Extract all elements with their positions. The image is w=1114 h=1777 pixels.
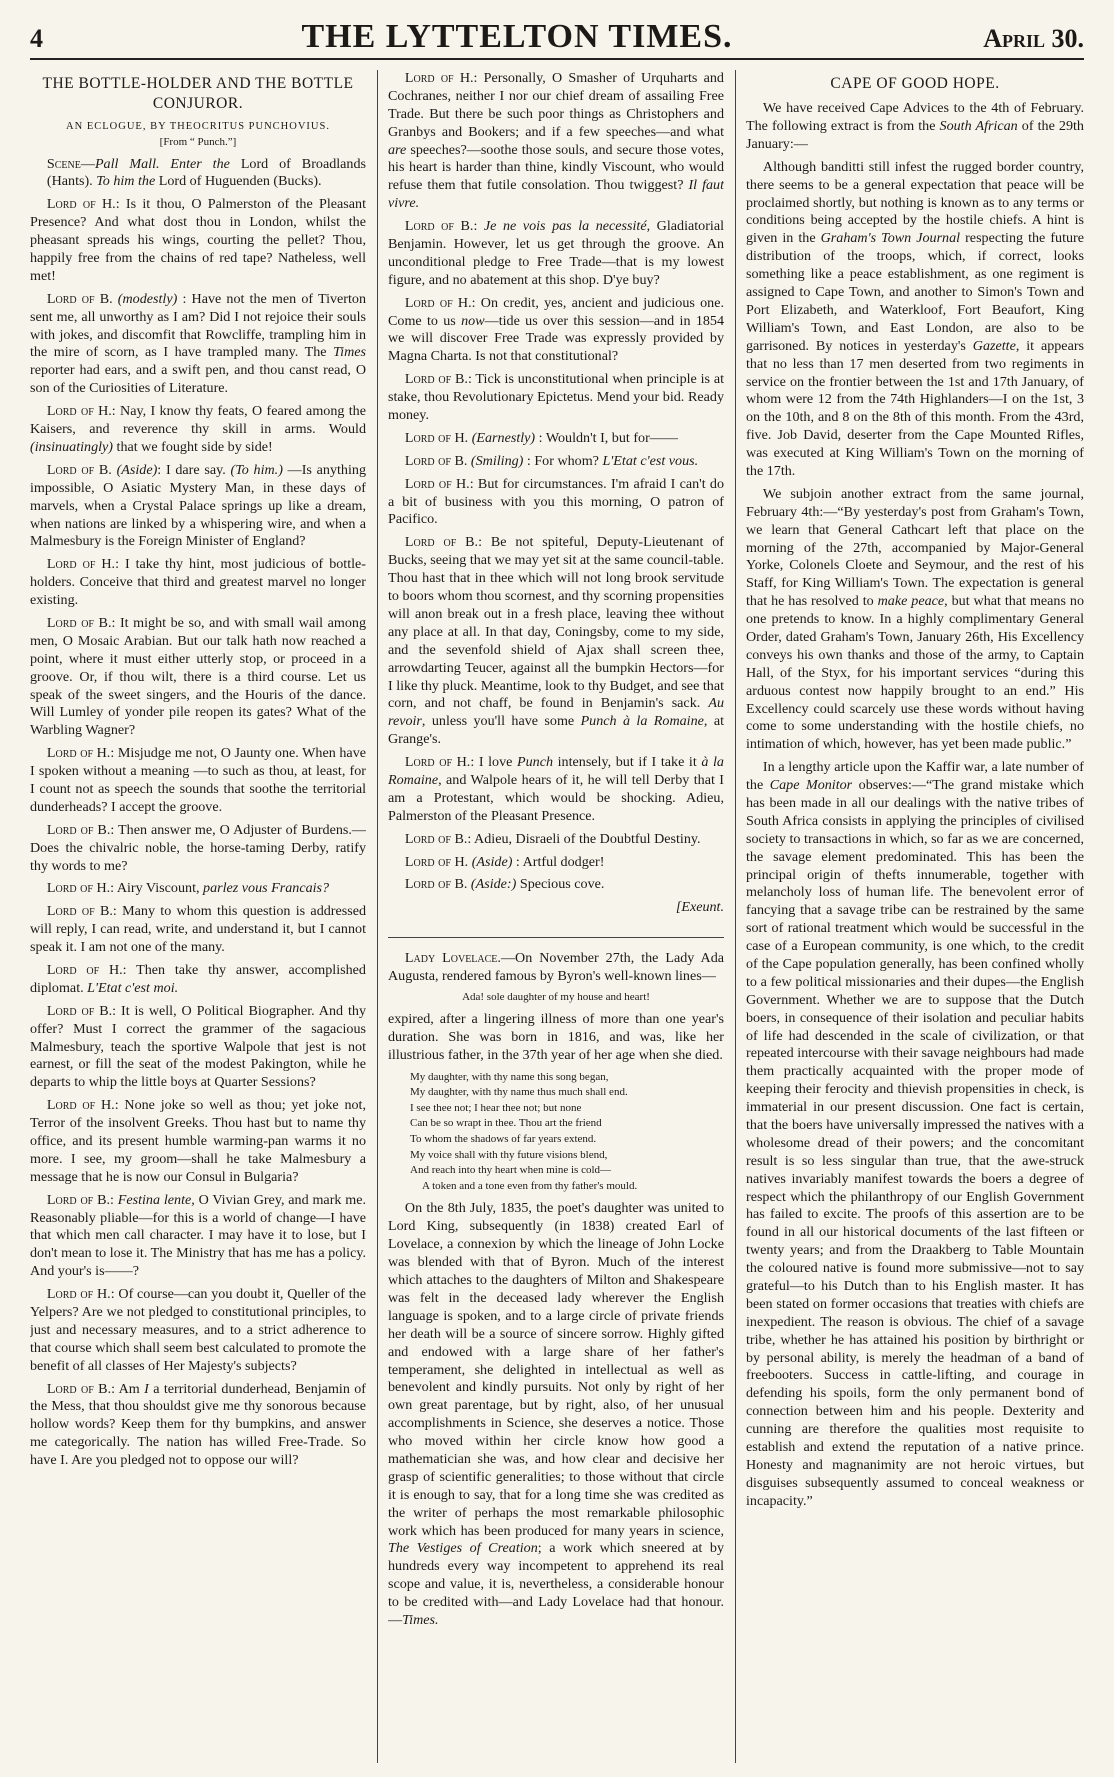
poem-line: I see thee not; I hear thee not; but none xyxy=(410,1101,582,1114)
article-subtitle: AN ECLOGUE, BY THEOCRITUS PUNCHOVIUS. xyxy=(66,121,330,133)
lovelace-paragraph-2: On the 8th July, 1835, the poet's daughter was united to Lord King, subsequently (in 1838) created Earl of Lovelace, a connexion by which the lineage of John Locke was blended with that of Byron. Much of the interest which attaches to the daughters of Milton and Shakespeare was felt in the deceased lady wherever the English language is spoken, and to a large circle of private friends her death will be a source of sincere sorrow. Highly gifted and endowed with a large share of her father's temperament, she delighted in intellectual as well as benevolent and kindly pursuits. Not only by right of her own great parentage, but by right, also, of her unusual accomplishments in Science, she deserves a notice. Those who moved within her circle know how good a mathematician she was, and how clear and decisive her grasp of scientific generalities; to those without that circle it is enough to say, that for a long time she was credited as the writer of perhaps the most remarkable philosophic work which has been produced for many years in science, The Vestiges of Creation; a work which sneered at by hundreds every way incompetent to apprehend its real scope and value, it is, nevertheless, a considerable honour to be credited with—and Lady Lovelace had that honour.—Times. xyxy=(388,1200,724,1628)
scene-direction: Scene—Pall Mall. Enter the Lord of Broadlands (Hants). To him the Lord of Huguenden (Bucks). xyxy=(46,155,366,190)
paragraph: Lord of H.: But for circumstances. I'm afraid I can't do a bit of business with you this morning, O patron of Pacifico. xyxy=(388,475,724,528)
article-title: THE BOTTLE-HOLDER AND THE BOTTLE CONJUROR. xyxy=(42,75,354,113)
poem-line: A token and a tone even from thy father's mould. xyxy=(422,1179,638,1192)
exeunt: [Exeunt. xyxy=(675,899,724,916)
dialogue-part-1 xyxy=(30,196,366,1470)
paragraph: Lord of H.: Airy Viscount, parlez vous Francais? xyxy=(46,880,330,897)
paragraph: Lord of H. (Earnestly) : Wouldn't I, but for—— xyxy=(404,429,678,446)
paragraph: Lord of B. (Aside:) Specious cove. xyxy=(404,876,605,893)
paragraph: Lord of H.: On credit, yes, ancient and judicious one. Come to us now—tide us over this session—and in 1854 we will discover Free Trade was expressly provided by Magna Charta. Is not that constitutional? xyxy=(388,294,724,365)
column-3 xyxy=(746,70,1084,1763)
paragraph: We have received Cape Advices to the 4th of February. The following extract is from the South African of the 29th January:— xyxy=(746,100,1084,152)
paragraph: Lord of B.: It is well, O Political Biographer. And thy offer? Must I correct the grammer of the sagacious Malmesbury, teach the sportive Walpole that jest is not earnest, or fill the seat of the modest Pakington, while he departs to whip the little boys at Quarter Sessions? xyxy=(30,1002,366,1091)
paragraph: In a lengthy article upon the Kaffir war, a late number of the Cape Monitor observes:—“The grand mistake which has been made in all our dealings with the native tribes of South Africa consists in applying the principles of civilised society to transactions in which, so far as we are concerned, the savage element predominated. This has been the principal origin of thefts innumerable, together with melancholy loss of human life. The benevolent error of fancying that a savage tribe can be restrained by the same sort of rational treatment which would be successful in the case of a European community, is one which, to the credit of the Cape population generally, has been confined wholly to a few political missionaries and their dupes—the English Government. Whether we are to suppose that the Dutch boers, in consequence of their isolation and peculiar habits of life had descended in the scale of civilization, or that repeated intercourse with their savage neighbours had made them practically acquainted with the proper mode of keeping their ferocity and thievish propensities in check, is immaterial in our present discussion. One fact is certain, that the boers have universally impressed the natives with a wholesome dread of their powers; and the concomitant result is so less singular than true, that the awe-struck natives invariably manifest towards the boers a degree of respect which the philanthropy of our English Government has failed to excite. The proofs of this assertion are to be found in all our historical documents of the last fifteen or twenty years; and from the Draakberg to Table Mountain the coloured native is found more submissive—not to say grateful—to his Dutch than to his English master. It has been stated on former occasions that treaties with chiefs are inexpedient. The reason is obvious. The chief of a savage tribe, whether he has attained his position by birthright or by personal ability, is merely the headman of a band of freebooters. Success in cattle-lifting, and courage in defending his spoils, form the only permanent bond of connection between him and his people. Dexterity and cunning are therefore the qualities most requisite to establish and extend the reputation of a native prince. Honesty and magnanimity are not heroic virtues, but disguises subsequently assumed to conceal weakness or incapacity.” xyxy=(746,759,1084,1509)
poem-line: My daughter, with thy name this song began, xyxy=(410,1070,609,1083)
lovelace-paragraph-1: expired, after a lingering illness of more than one year's duration. She was born in 1816, and was, like her illustrious father, in the 37th year of her age when she died. xyxy=(388,1010,724,1063)
paragraph: Lord of B.: Festina lente, O Vivian Grey, and mark me. Reasonably pliable—for this is a world of change—I have that which men call character. I may have it to lose, but I don't mean to lose it. The Ministry that has me has a policy. And your's is——? xyxy=(30,1191,366,1280)
paragraph: Lord of H.: Of course—can you doubt it, Queller of the Yelpers? Are we not pledged to constitutional principles, to just and necessary measures, and to a strict adherence to that course which shall seem best calculated to promote the benefit of all classes of Her Majesty's subjects? xyxy=(30,1286,366,1374)
paragraph: Lord of B.: Many to whom this question is addressed will reply, I can read, write, and understand it, but I cannot speak it. I am not one of the many. xyxy=(30,903,366,956)
paragraph: Lord of B.: Tick is unconstitutional when principle is at stake, thou Revolutionary Epictetus. Mend your bid. Ready money. xyxy=(388,371,724,424)
paragraph: Lord of H.: None joke so well as thou; yet joke not, Terror of the insolvent Greeks. Thou hast but to name thy office, and its present humble warming-pan warms it no more. I see, my groom—shall he take Malmesbury a message that he is now our Consul in Bulgaria? xyxy=(30,1097,366,1185)
article-separator xyxy=(388,937,724,938)
newspaper-title: THE LYTTELTON TIMES. xyxy=(301,18,733,55)
article-source: [From “ Punch.”] xyxy=(159,135,237,148)
paragraph: We subjoin another extract from the same journal, February 4th:—“By yesterday's post from Graham's Town, we learn that General Cathcart left that place on the morning of the 27th, accompanied by Major-General Yorke, Colonels Cloete and Seymour, and the rest of his Staff, for King William's Town. The expectation is general that he has resolved to make peace, but what that means no one pretends to know. In a highly complimentary General Order, dated Graham's Town, January 26th, His Excellency conveys his own thanks and those of the army, to Captain Hall, of the Styx, for his important services “during this arduous contest now happily brought to an end.” His Excellency could scarcely use these words without having come to some understanding with the hostile chiefs, no intimation of which, however, has yet been made public.” xyxy=(746,485,1084,753)
paragraph: Lord of B.: Adieu, Disraeli of the Doubtful Destiny. xyxy=(404,830,701,847)
paragraph: Lord of H.: Nay, I know thy feats, O feared among the Kaisers, and reverence thy skill in arms. Would (insinuatingly) that we fought side by side! xyxy=(30,403,366,455)
byron-quote: Ada! sole daughter of my house and heart! xyxy=(462,990,650,1003)
column-2 xyxy=(388,70,724,1763)
paragraph: Lord of B. (Aside): I dare say. (To him.) —Is anything impossible, O Asiatic Mystery Man, in these days of marvels, when a Crystal Palace springs up like a dream, when nations are linked by a whispering wire, and when a Malmesbury is the Foreign Minister of England? xyxy=(30,461,366,550)
column-rule xyxy=(377,70,378,1763)
paragraph: Lord of H.: I love Punch intensely, but if I take it à la Romaine, and Walpole hears of it, he will tell Derby that I am a Protestant, which would be shocking. Adieu, Palmerston of the Pleasant Presence. xyxy=(388,754,724,824)
column-1 xyxy=(30,70,366,1763)
paragraph: Lord of B. (Smiling) : For whom? L'Etat c'est vous. xyxy=(404,452,699,469)
poem-line: My daughter, with thy name thus much shall end. xyxy=(410,1086,628,1099)
poem-line: Can be so wrapt in thee. Thou art the friend xyxy=(410,1117,602,1130)
dialogue-part-2 xyxy=(388,70,724,894)
paragraph: Lord of B.: Je ne vois pas la necessité, Gladiatorial Benjamin. However, let us get through the groove. An unconditional pledge to Free Trade—that is my lowest figure, and no abatement at this shop. D'ye buy? xyxy=(388,218,724,288)
byron-poem xyxy=(388,1070,724,1195)
poem-line: To whom the shadows of far years extend. xyxy=(410,1133,597,1146)
page-number: 4 xyxy=(30,24,43,53)
paragraph: Lord of B.: Be not spiteful, Deputy-Lieutenant of Bucks, seeing that we may yet sit at the same council-table. Thou hast that in thee which will not long brook servitude to boors whom thou scornest, and thy scorning propensities will anon break out in a fresh place, leaving thee without any place at all. In that day, Coningsby, come to my side, and the sevenfold shield of Ajax shall screen thee, arrowdarting Teucer, against all the bumpkin Hectors—for I like thy pluck. Meantime, look to thy Budget, and see that corn, and not chaff, be found in Benjamin's sack. Au revoir, unless you'll have some Punch à la Romaine, at Grange's. xyxy=(388,534,724,748)
masthead xyxy=(30,16,1084,60)
paragraph: Although banditti still infest the rugged border country, there seems to be a general expectation that peace will be proclaimed shortly, but nothing is known as to any terms or conditions being accepted by the hostile chiefs. A hint is given in the Graham's Town Journal respecting the future distribution of the troops, which, if correct, looks something like a peace establishment, as one regiment is assigned to Cape Town, and another to Simon's Town and Port Elizabeth, and Waterkloof, Fort Beaufort, King William's Town, and East London, are also to be garrisoned. By notices in yesterday's Gazette, it appears that no less than 17 men deserted from two regiments in service on the frontier between the 1st and 17th January, of whom were 12 from the 74th Highlanders—I on the 1st, 3 on the 10th, and 8 on the 8th of this month. From the 43rd, five. Job David, deserter from the Cape Mounted Rifles, was executed at King William's Town on the morning of the 17th. xyxy=(746,158,1084,479)
paragraph: Lord of H. (Aside) : Artful dodger! xyxy=(404,853,605,870)
paragraph: Lord of B.: Am I a territorial dunderhead, Benjamin of the Mess, that thou shouldst give me thy sonorous because hollow words? Keep them for thy bumpkins, and answer me categorically. The nation has willed Free-Trade. So have I. Are you pledged not to oppose our will? xyxy=(30,1380,366,1469)
cape-article xyxy=(746,100,1084,1510)
paragraph: Lord of B.: It might be so, and with small wail among men, O Mosaic Arabian. But our talk hath now reached a point, where it must either utterly stop, or proceed in a groove. Or, if thou wilt, there is a third course. Let us speak of the sweet singers, and the Houris of the dance. Will Lumley of yonder pile reopen its gates? What of the Warbling Wagner? xyxy=(30,614,366,739)
column-rule xyxy=(735,70,736,1763)
paragraph: Lord of H.: I take thy hint, most judicious of bottle-holders. Conceive that third and greatest marvel no longer existing. xyxy=(30,556,366,609)
cape-title: CAPE OF GOOD HOPE. xyxy=(830,75,1000,92)
paragraph: Lord of H.: Then take thy answer, accomplished diplomat. L'Etat c'est moi. xyxy=(30,961,366,996)
poem-line: My voice shall with thy future visions blend, xyxy=(410,1148,608,1161)
issue-date: April 30. xyxy=(983,24,1084,53)
paragraph: Lord of H.: Personally, O Smasher of Urquharts and Cochranes, neither I nor our chief dream of assailing Free Trade. But there be such poor things as Christophers and Granbys and Bookers; and if a few speeches—and what are speeches?—soothe those souls, and secure those votes, his heart is harder than thine, kindly Viscount, who would refuse them that futile consolation. Thou twiggest? Il faut vivre. xyxy=(388,70,724,212)
poem-line: And reach into thy heart when mine is cold— xyxy=(410,1164,612,1177)
paragraph: Lord of B. (modestly) : Have not the men of Tiverton sent me, all unworthy as I am? Did I not rejoice their souls with jokes, and discomfit that Rowcliffe, trampling him in the mire of scorn, as I have trampled many. The Times reporter had ears, and a swift pen, and thou canst read, O son of the Curiosities of Literature. xyxy=(30,290,366,397)
lovelace-intro: Lady Lovelace.—On November 27th, the Lady Ada Augusta, rendered famous by Byron's well-known lines— xyxy=(388,950,724,985)
paragraph: Lord of H.: Misjudge me not, O Jaunty one. When have I spoken without a meaning —to such as thou, at least, for I count not as speech the sounds that soothe the territorial dunderheads? I accept the groove. xyxy=(30,745,366,815)
paragraph: Lord of B.: Then answer me, O Adjuster of Burdens.—Does the chivalric noble, the horse-taming Derby, ratify thy words to me? xyxy=(30,821,366,874)
paragraph: Lord of H.: Is it thou, O Palmerston of the Pleasant Presence? And what dost thou in London, whilst the pheasant spreads his wings, courting the pellet? Thou, happily free from the chains of red tape? Natheless, well met! xyxy=(30,196,366,284)
